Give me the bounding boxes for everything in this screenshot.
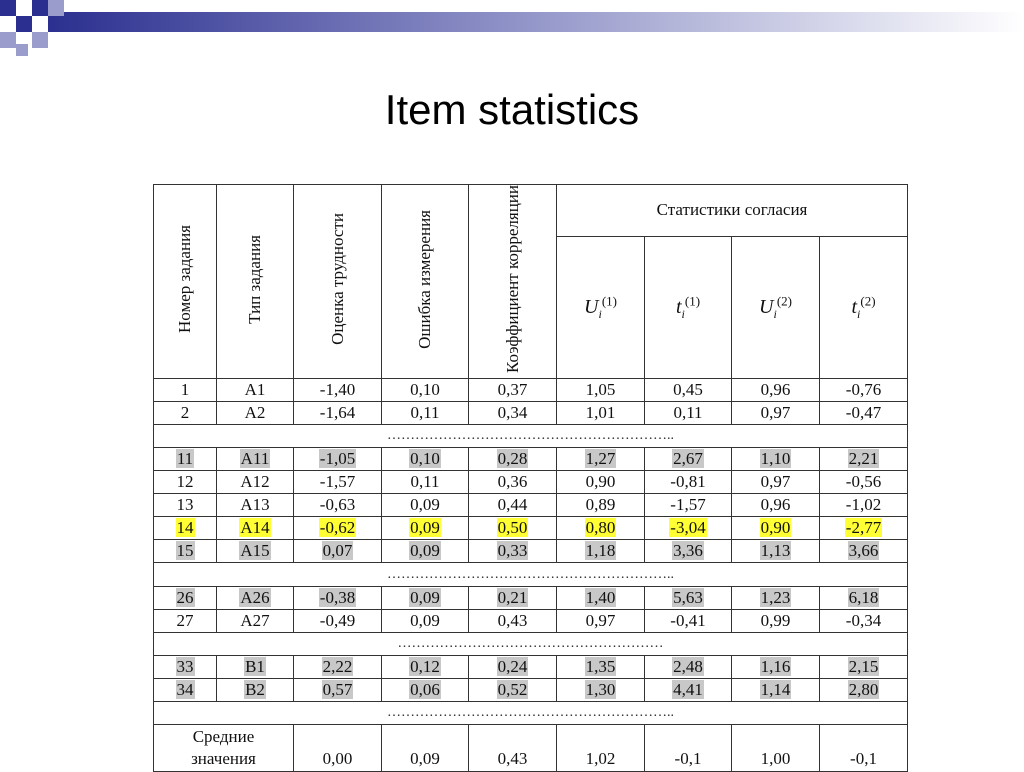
cell-type <box>217 586 294 609</box>
cell-value: 0,34 <box>497 403 528 423</box>
cell-value: 0,11 <box>410 403 440 423</box>
cell-value: 2,67 <box>673 449 703 469</box>
cell-value: 0,24 <box>497 656 528 676</box>
cell-value: 3,36 <box>673 541 703 561</box>
table-body <box>154 378 908 724</box>
ellipsis-row <box>154 701 908 724</box>
cell-u2 <box>732 517 820 540</box>
cell-error <box>382 402 469 425</box>
table-row <box>154 609 908 632</box>
table-row <box>154 586 908 609</box>
cell-error <box>382 540 469 563</box>
cell-correlation <box>469 609 557 632</box>
cell-number <box>154 540 217 563</box>
cell-value: 0,89 <box>585 495 616 515</box>
cell-value: 1,10 <box>760 449 791 469</box>
cell-t1 <box>645 517 732 540</box>
header-fit-statistics: Статистики согласия <box>557 185 908 237</box>
cell-t1 <box>645 448 732 471</box>
cell-type <box>217 494 294 517</box>
cell-correlation <box>469 655 557 678</box>
cell-value: 1,23 <box>760 587 791 607</box>
cell-value: 1,35 <box>585 656 616 676</box>
cell-value: 4,41 <box>673 679 703 699</box>
header-error: Ошибка измерения <box>382 185 469 379</box>
cell-u1 <box>557 586 645 609</box>
cell-value: -0,38 <box>319 587 356 607</box>
cell-value: 2,80 <box>848 679 879 699</box>
cell-type <box>217 402 294 425</box>
cell-t1 <box>645 540 732 563</box>
cell-value: 12 <box>176 472 194 492</box>
cell-u2 <box>732 471 820 494</box>
cell-error <box>382 678 469 701</box>
cell-t2 <box>820 378 908 401</box>
cell-value: 1,18 <box>585 541 616 561</box>
cell-t2 <box>820 678 908 701</box>
table-row <box>154 471 908 494</box>
cell-error <box>382 471 469 494</box>
avg-difficulty: 0,00 <box>294 724 382 771</box>
cell-value: 0,09 <box>410 541 440 561</box>
cell-t2 <box>820 655 908 678</box>
cell-number <box>154 471 217 494</box>
cell-type <box>217 540 294 563</box>
cell-number <box>154 655 217 678</box>
cell-correlation <box>469 586 557 609</box>
cell-value: 27 <box>176 610 194 630</box>
cell-error <box>382 609 469 632</box>
cell-value: 5,63 <box>673 587 703 607</box>
cell-correlation <box>469 540 557 563</box>
cell-value: В2 <box>245 679 265 699</box>
cell-error <box>382 517 469 540</box>
cell-value: 0,11 <box>673 403 703 423</box>
cell-value: 15 <box>176 541 194 561</box>
cell-value: 0,96 <box>760 495 791 515</box>
cell-value: -2,77 <box>845 518 882 538</box>
cell-value: 14 <box>176 518 194 538</box>
header-decoration <box>0 0 1024 62</box>
cell-value: 2,48 <box>673 656 703 676</box>
cell-error <box>382 378 469 401</box>
cell-value: 0,80 <box>585 518 616 538</box>
cell-value: А12 <box>240 472 270 492</box>
cell-value: 6,18 <box>848 587 879 607</box>
cell-number <box>154 586 217 609</box>
cell-t1 <box>645 655 732 678</box>
cell-value: -0,63 <box>319 495 356 515</box>
cell-u1 <box>557 448 645 471</box>
cell-value: -0,49 <box>319 610 356 630</box>
cell-number <box>154 609 217 632</box>
cell-value: -0,34 <box>845 610 882 630</box>
header-type: Тип задания <box>217 185 294 379</box>
cell-value: В1 <box>245 656 265 676</box>
cell-u1 <box>557 378 645 401</box>
cell-value: 0,96 <box>760 380 791 400</box>
cell-value: 0,09 <box>410 610 440 630</box>
cell-t2 <box>820 471 908 494</box>
cell-value: -0,47 <box>845 403 882 423</box>
cell-t1 <box>645 378 732 401</box>
cell-correlation <box>469 494 557 517</box>
cell-value: А26 <box>240 587 270 607</box>
cell-t2 <box>820 494 908 517</box>
cell-value: -0,81 <box>670 472 706 492</box>
table-row <box>154 448 908 471</box>
cell-t1 <box>645 609 732 632</box>
header-u1: $U_i^{(1)}$ <box>557 236 645 378</box>
cell-difficulty <box>294 678 382 701</box>
cell-value: -0,76 <box>845 380 882 400</box>
cell-number <box>154 402 217 425</box>
cell-u1 <box>557 517 645 540</box>
cell-value: 0,57 <box>322 679 353 699</box>
cell-type <box>217 517 294 540</box>
cell-value: 0,12 <box>410 656 440 676</box>
cell-difficulty <box>294 402 382 425</box>
table-row <box>154 517 908 540</box>
cell-error <box>382 586 469 609</box>
cell-value: 1,16 <box>760 656 791 676</box>
cell-correlation <box>469 378 557 401</box>
ellipsis-separator: …………………………………………………….. <box>154 701 908 724</box>
cell-u2 <box>732 540 820 563</box>
cell-correlation <box>469 471 557 494</box>
cell-difficulty <box>294 540 382 563</box>
cell-value: 1,13 <box>760 541 791 561</box>
header-correlation: Коэффициент корреляции <box>469 185 557 379</box>
cell-value: 26 <box>176 587 194 607</box>
cell-type <box>217 378 294 401</box>
cell-t1 <box>645 402 732 425</box>
cell-value: А14 <box>240 518 270 538</box>
ellipsis-separator: …………………………………………………….. <box>154 563 908 586</box>
cell-value: 0,21 <box>497 587 528 607</box>
cell-value: 2,21 <box>848 449 879 469</box>
cell-value: 1 <box>180 380 190 400</box>
cell-t1 <box>645 586 732 609</box>
cell-u2 <box>732 609 820 632</box>
cell-value: -0,41 <box>670 610 706 630</box>
header-t2: $t_i^{(2)}$ <box>820 236 908 378</box>
cell-number <box>154 378 217 401</box>
cell-u2 <box>732 448 820 471</box>
table-row <box>154 678 908 701</box>
cell-u1 <box>557 402 645 425</box>
cell-value: 0,97 <box>760 472 791 492</box>
cell-value: 0,33 <box>497 541 528 561</box>
cell-value: 0,99 <box>760 610 791 630</box>
cell-value: 13 <box>176 495 194 515</box>
cell-value: 0,97 <box>585 610 616 630</box>
cell-value: 0,43 <box>497 610 528 630</box>
cell-u2 <box>732 378 820 401</box>
avg-t1: -0,1 <box>645 724 732 771</box>
cell-value: А15 <box>240 541 270 561</box>
header-difficulty: Оценка трудности <box>294 185 382 379</box>
cell-value: 0,28 <box>497 449 528 469</box>
avg-correlation: 0,43 <box>469 724 557 771</box>
cell-value: 2 <box>180 403 190 423</box>
cell-u2 <box>732 678 820 701</box>
cell-value: -1,40 <box>319 380 356 400</box>
cell-error <box>382 655 469 678</box>
ellipsis-row <box>154 425 908 448</box>
cell-t2 <box>820 448 908 471</box>
cell-t2 <box>820 586 908 609</box>
cell-t2 <box>820 540 908 563</box>
cell-value: А1 <box>244 380 266 400</box>
cell-value: 0,10 <box>410 380 440 400</box>
cell-value: -1,02 <box>845 495 882 515</box>
cell-error <box>382 448 469 471</box>
cell-difficulty <box>294 448 382 471</box>
cell-value: 0,11 <box>410 472 440 492</box>
cell-value: 2,22 <box>322 656 353 676</box>
cell-u1 <box>557 494 645 517</box>
cell-value: -0,62 <box>319 518 356 538</box>
avg-u2: 1,00 <box>732 724 820 771</box>
cell-value: -1,57 <box>319 472 356 492</box>
cell-correlation <box>469 678 557 701</box>
cell-u1 <box>557 655 645 678</box>
cell-difficulty <box>294 471 382 494</box>
cell-u1 <box>557 609 645 632</box>
cell-difficulty <box>294 494 382 517</box>
cell-value: 0,45 <box>673 380 703 400</box>
cell-type <box>217 655 294 678</box>
header-number: Номер задания <box>154 185 217 379</box>
cell-value: 1,05 <box>585 380 616 400</box>
cell-value: 0,09 <box>410 518 440 538</box>
cell-t1 <box>645 494 732 517</box>
cell-u2 <box>732 402 820 425</box>
cell-t2 <box>820 517 908 540</box>
averages-label: Средние значения <box>154 724 294 771</box>
cell-value: 0,36 <box>497 472 528 492</box>
cell-value: 0,44 <box>497 495 528 515</box>
cell-value: -0,56 <box>845 472 882 492</box>
cell-value: 3,66 <box>848 541 879 561</box>
header-u2: $U_i^{(2)}$ <box>732 236 820 378</box>
ellipsis-separator: …………………………………………………….. <box>154 425 908 448</box>
cell-value: -1,64 <box>319 403 356 423</box>
item-statistics-table <box>153 184 908 772</box>
cell-value: 11 <box>176 449 194 469</box>
cell-difficulty <box>294 655 382 678</box>
cell-number <box>154 448 217 471</box>
cell-value: А2 <box>244 403 266 423</box>
cell-value: 1,14 <box>760 679 791 699</box>
table-row <box>154 655 908 678</box>
cell-u1 <box>557 678 645 701</box>
cell-value: 1,27 <box>585 449 616 469</box>
cell-value: 0,37 <box>497 380 528 400</box>
cell-t2 <box>820 402 908 425</box>
cell-value: 0,97 <box>760 403 791 423</box>
cell-correlation <box>469 402 557 425</box>
cell-correlation <box>469 448 557 471</box>
cell-value: 0,50 <box>497 518 528 538</box>
ellipsis-row <box>154 632 908 655</box>
cell-value: А11 <box>240 449 270 469</box>
avg-error: 0,09 <box>382 724 469 771</box>
cell-correlation <box>469 517 557 540</box>
cell-value: 0,10 <box>410 449 440 469</box>
cell-value: 0,09 <box>410 587 440 607</box>
cell-value: 0,06 <box>410 679 440 699</box>
cell-value: -1,05 <box>319 449 356 469</box>
cell-error <box>382 494 469 517</box>
cell-value: 0,09 <box>410 495 440 515</box>
cell-u1 <box>557 471 645 494</box>
cell-difficulty <box>294 609 382 632</box>
cell-number <box>154 678 217 701</box>
cell-value: 1,40 <box>585 587 616 607</box>
cell-difficulty <box>294 517 382 540</box>
cell-value: А13 <box>240 495 270 515</box>
averages-row <box>154 724 908 771</box>
cell-difficulty <box>294 586 382 609</box>
cell-value: 0,07 <box>322 541 353 561</box>
cell-value: -3,04 <box>670 518 706 538</box>
avg-u1: 1,02 <box>557 724 645 771</box>
cell-u2 <box>732 586 820 609</box>
cell-value: А27 <box>240 610 270 630</box>
cell-type <box>217 448 294 471</box>
cell-type <box>217 678 294 701</box>
cell-type <box>217 609 294 632</box>
cell-t2 <box>820 609 908 632</box>
cell-number <box>154 494 217 517</box>
cell-value: 1,30 <box>585 679 616 699</box>
cell-type <box>217 471 294 494</box>
cell-u2 <box>732 494 820 517</box>
cell-value: 0,90 <box>585 472 616 492</box>
cell-u1 <box>557 540 645 563</box>
table-row <box>154 402 908 425</box>
cell-number <box>154 517 217 540</box>
header-t1: $t_i^{(1)}$ <box>645 236 732 378</box>
cell-value: 0,52 <box>497 679 528 699</box>
cell-t1 <box>645 471 732 494</box>
slide-title: Item statistics <box>384 86 640 133</box>
cell-value: 34 <box>176 679 194 699</box>
cell-value: 33 <box>176 656 194 676</box>
ellipsis-row <box>154 563 908 586</box>
avg-t2: -0,1 <box>820 724 908 771</box>
cell-u2 <box>732 655 820 678</box>
cell-value: 2,15 <box>848 656 879 676</box>
cell-value: 0,90 <box>760 518 791 538</box>
cell-value: -1,57 <box>670 495 706 515</box>
table-row <box>154 378 908 401</box>
ellipsis-separator: ………………………………………………… <box>154 632 908 655</box>
table-row <box>154 494 908 517</box>
cell-t1 <box>645 678 732 701</box>
table-row <box>154 540 908 563</box>
cell-value: 1,01 <box>585 403 616 423</box>
cell-difficulty <box>294 378 382 401</box>
